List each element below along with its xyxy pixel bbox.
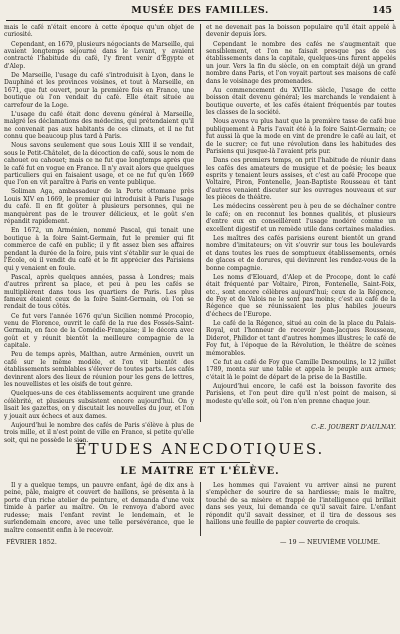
body-paragraph: Peu de temps après, Malthan, autre Arménien, ouvrit un café sur le même modèle, et l'on vit bientôt des établissements semblables s'élever de toutes parts. Les cafés devinrent alors des lieux de réunion pour les gens de lettres, les nouvellistes et les oisifs de tout genre. — [4, 351, 194, 389]
body-paragraph: Ce fut vers l'année 1676 qu'un Sicilien nommé Procopio, venu de Florence, ouvrit le café de la rue des Fossés-Saint-Germain, en face de la Comédie-Française; il le décora avec goût et y réunit bientôt la meilleure compagnie de la capitale. — [4, 312, 194, 350]
body-paragraph: Les médecins cessèrent peu à peu de se déchaîner contre le café; on en reconnut les bonnes qualités, et plusieurs d'entre eux en conseillèrent l'usage modéré comme un excellent digestif et un remède utile dans certaines maladies. — [206, 203, 396, 233]
section-rule — [150, 462, 250, 463]
body-paragraph: et ne devenait pas la boisson populaire qu'il était appelé à devenir depuis lors. — [206, 24, 396, 39]
story-title: LE MAITRE ET L'ÉLÈVE. — [120, 466, 280, 477]
story-paragraph: Les hommes qui l'avaient vu arriver ainsi ne purent s'empêcher de sourire de sa hardiesse; mais le maître, touché de sa misère et frappé de l'intelligence qui brillait dans ses yeux, lui demanda ce qu'il savait faire. L'enfant répondit qu'il savait dessiner, et il tira de dessous ses haillons une feuille de papier couverte de croquis. — [206, 482, 396, 527]
body-paragraph: Aujourd'hui encore, le café est la boisson favorite des Parisiens, et l'on peut dire qu'il n'est point de maison, si modeste qu'elle soit, où l'on n'en prenne chaque jour. — [206, 382, 396, 405]
story-paragraph: Il y a quelque temps, un pauvre enfant, âgé de dix ans à peine, pâle, maigre et couvert de haillons, se présenta à la porte d'un riche atelier de peinture, et demanda d'une voix timide à parler au maître. On le renvoya d'abord avec rudesse; mais l'enfant revint le lendemain, et le surlendemain encore, avec une telle persévérance, que le maître consentit enfin à le recevoir. — [4, 482, 194, 534]
body-paragraph: Nous avons vu plus haut que la première tasse de café bue publiquement à Paris l'avait été à la foire Saint-Germain; ce fut aussi là que la mode en vint de prendre le café au lait, et de le sucrer; ce fut une révolution dans les habitudes des Parisiens qui jusque-là l'avaient pris pur. — [206, 118, 396, 156]
body-paragraph: Dans ces premiers temps, on prit l'habitude de réunir dans les cafés des amateurs de musique et de poésie; les beaux esprits y tenaient leurs assises, et c'est au café Procope que Voltaire, Piron, Fontenelle, Jean-Baptiste Rousseau et tant d'autres venaient discuter sur les ouvrages nouveaux et sur les pièces de théâtre. — [206, 157, 396, 202]
story-column-divider — [200, 482, 201, 536]
story-left-column — [4, 482, 194, 536]
body-paragraph: Aujourd'hui le nombre des cafés de Paris s'élève à plus de trois mille, et il n'est point de ville en France, si petite qu'elle soit, qui ne possède le sien. — [4, 421, 194, 444]
footer-volume: — 19 — NEUVIÈME VOLUME. — [280, 538, 380, 546]
body-paragraph: Les maîtres des cafés parisiens eurent bientôt un grand nombre d'imitateurs; on vit s'ouvrir sur tous les boulevards et dans toutes les rues de somptueux établissements, ornés de glaces et de dorures, qui devinrent les rendez-vous de la bonne compagnie. — [206, 234, 396, 272]
body-paragraph: Quelques-uns de ces établissements acquirent une grande célébrité, et plusieurs subsistent encore aujourd'hui. On y lisait les gazettes, on y discutait les nouvelles du jour, et l'on y jouait aux échecs et aux dames. — [4, 390, 194, 420]
body-paragraph: Ce fut au café de Foy que Camille Desmoulins, le 12 juillet 1789, monta sur une table et appela le peuple aux armes; c'était là le point de départ de la prise de la Bastille. — [206, 358, 396, 381]
body-paragraph: Pascal, après quelques années, passa à Londres; mais d'autres prirent sa place, et peu à peu les cafés se multiplièrent dans tous les quartiers de Paris. Les plus fameux étaient ceux de la foire Saint-Germain, où l'on se rendait de tous côtés. — [4, 273, 194, 311]
body-paragraph: Soliman Aga, ambassadeur de la Porte ottomane près Louis XIV en 1669, le premier qui introduisit à Paris l'usage du café. Il en fit goûter à plusieurs personnes, qui ne manquèrent pas de le trouver délicieux, et le goût s'en répandit rapidement. — [4, 188, 194, 226]
body-paragraph: Cependant le nombre des cafés ne s'augmentait que sensiblement, et l'on ne faisait presque pas de ces établissements dans la capitale, quelques-uns furent appelés un jour. Vers la fin du siècle, on en comptait déjà un grand nombre dans Paris, et l'on voyait partout ses maisons de café dans le voisinage des promenades. — [206, 40, 396, 85]
body-paragraph: mais le café n'était encore à cette époque qu'un objet de curiosité. — [4, 24, 194, 39]
footer-date: FÉVRIER 1852. — [6, 538, 57, 546]
right-text-column — [206, 24, 396, 422]
journal-title: MUSÉE DES FAMILLES. — [131, 5, 269, 16]
body-paragraph: Les noms d'Elouard, d'Alep et de Procope, dont le café était fréquenté par Voltaire, Piron, Fontenelle, Saint-Foix, etc., sont encore célèbres aujourd'hui; ceux de la Régence, de Foy et de Valois ne le sont pas moins; c'est au café de la Régence que se réunissaient les plus habiles joueurs d'échecs de l'Europe. — [206, 273, 396, 318]
body-paragraph: Le café de la Régence, situé au coin de la place du Palais-Royal, eut l'honneur de recevoir Jean-Jacques Rousseau, Diderot, Philidor et tant d'autres hommes illustres; le café de Foy fut, à l'époque de la Révolution, le théâtre de scènes mémorables. — [206, 319, 396, 357]
body-paragraph: De Marseille, l'usage du café s'introduisit à Lyon, dans le Dauphiné et les provinces voisines, et tout à Marseille, en 1671, que fut ouvert, pour la première fois en France, une boutique où l'on vendait du café. Elle était située au carrefour de la Loge. — [4, 71, 194, 109]
story-right-column — [206, 482, 396, 536]
page-number: 145 — [372, 5, 392, 16]
column-divider — [200, 24, 201, 422]
body-paragraph: L'usage du café était donc devenu général à Marseille, malgré les déclamations des médecins, qui prétendaient qu'il ne convenait pas aux habitants de ces climats, et il ne fut connu que beaucoup plus tard à Paris. — [4, 110, 194, 141]
body-paragraph: Cependant, en 1679, plusieurs négociants de Marseille, qui avaient longtemps séjourné dans le Levant, y avaient contracté l'habitude du café, l'y firent venir d'Égypte et d'Alep. — [4, 40, 194, 70]
body-paragraph: En 1672, un Arménien, nommé Pascal, qui tenait une boutique à la foire Saint-Germain, fut le premier qui fit commerce de café en public; il y fit assez bien ses affaires pendant la durée de la foire, puis vint s'établir sur le quai de l'École, où il vendit du café et le fit apprécier des Parisiens qui y venaient en foule. — [4, 227, 194, 272]
page-header — [6, 2, 394, 21]
section-title: ÉTUDES ANECDOTIQUES. — [75, 440, 325, 458]
left-text-column — [4, 24, 194, 444]
body-paragraph: Au commencement du XVIIIe siècle, l'usage de cette boisson était devenu général; les marchands le vendaient à boutique ouverte, et les cafés étaient fréquentés par toutes les classes de la société. — [206, 86, 396, 117]
author-signature: C.-E. JOUBERT D'AULNAY. — [311, 424, 396, 431]
body-paragraph: Nous savons seulement que sous Louis XIII il se vendait, sous le Petit-Châtelet, de la décoction de café, sous le nom de cahouet ou cahouet; mais ce ne fut que longtemps après que le café fut en vogue en France. Il n'y avait alors que quelques particuliers qui en faisaient usage, et ce ne fut qu'en 1669 que l'on en vit paraître à Paris en vente publique. — [4, 142, 194, 187]
